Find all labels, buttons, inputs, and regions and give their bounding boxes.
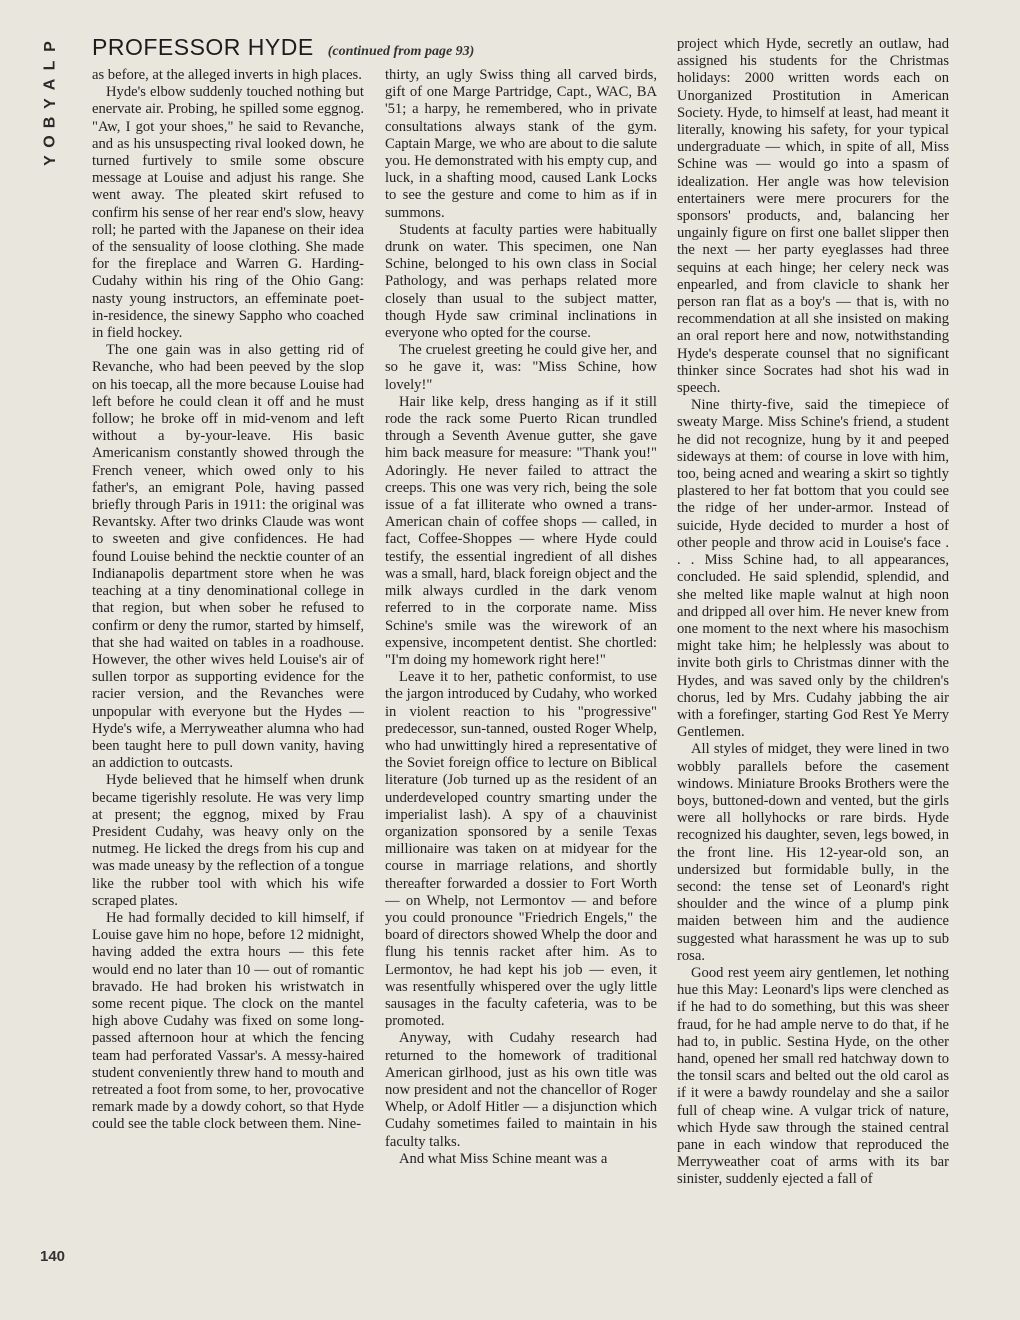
paragraph: Hyde believed that he himself when drunk became tigerishly resolute. He was very limp at present; the eggnog, mixed by Frau President Cudahy, was heavy only on the nutmeg. He licked the dregs from his cup and was made uneasy by the reflection of a tongue like the rubber tool with which his wife scraped plates. — [92, 772, 364, 909]
paragraph: The one gain was in also getting rid of Revanche, who had been peeved by the slop on his toecap, all the more because Louise had left before he could clean it off and he must follow; he broke off in mid-venom and left without a by-your-leave. His basic Americanism constantly showed through the French veneer, which owed only to his father's, an emigrant Pole, having passed briefly through Paris in 1911: the original was Revantsky. After two drinks Claude was wont to sweeten and give confidences. He had found Louise behind the necktie counter of an Indianapolis department store when he was teaching at a tiny denominational college in that region, but when sober he refused to confirm or deny the rumor, started by himself, that she had waited on tables in a roadhouse. However, the other wives held Louise's air of sullen torpor as supporting evidence for the racier version, and the Revanches were unpopular with everyone but the Hydes — Hyde's wife, a Merryweather alumna who had been taught here to pull down vanity, having an addiction to outcasts. — [92, 342, 364, 772]
paragraph: Leave it to her, pathetic conformist, to use the jargon introduced by Cudahy, who worked in violent reaction to his "progressive" predecessor, sun-tanned, ousted Roger Whelp, who had unwittingly hired a representative of the Soviet foreign office to lecture on Biblical literature (Job turned up as the resident of an underdeveloped country smarting under the imperialist lash). A spy of a chauvinist organization sponsored by a senile Texas millionaire was taken on at midyear for the course in marriage relations, and shortly thereafter forwarded a dossier to Fort Worth — on Whelp, not Lermontov — and before you could pronounce "Friedrich Engels," the board of directors showed Whelp the door and flung his tennis racket after him. As to Lermontov, he had kept his job — even, it was resentfully whispered over the ugly little sausages in the faculty cafeteria, was to be promoted. — [385, 669, 657, 1030]
masthead-letter: O — [41, 133, 59, 148]
paragraph: Nine thirty-five, said the timepiece of sweaty Marge. Miss Schine's friend, a student he did not recognize, hung by it and peeped sideways at them: of course in love with him, too, being acned and wearing a skirt so tightly plastered to her fat bottom that you could see the ridge of her under-armor. Instead of suicide, Hyde decided to murder a host of other people and throw acid in Louise's face . . . Miss Schine had, to all appearances, concluded. He said splendid, splendid, and she melted like maple walnut at high noon and dripped all over him. He never knew from one moment to the next where his masochism might take him; he helplessly was about to invite both girls to Christmas dinner with the Hydes, and was saved only by the children's chorus, led by Mrs. Cudahy jabbing the air with a forefinger, starting God Rest Ye Merry Gentlemen. — [677, 397, 949, 741]
paragraph: project which Hyde, secretly an outlaw, had assigned his students for the Christmas holidays: 2000 written words each on Unorganized Prostitution in American Society. Hyde, to himself at least, had meant it literally, knowing his safety, for your typical undergraduate — which, in spite of all, Miss Schine was — would go into a spasm of idealization. Her angle was how television entertainers were mere procurers for the sponsors' products, and, balancing her ungainly figure on first one ballet slipper then the next — her party eyeglasses had three sequins at each hinge; her celery neck was enpearled, and from clavicle to shank her person ran flat as a boy's — that is, with no recommendation at all she insisted on making an oral report here and now, notwithstanding Hyde's desperate counsel that no significant thinker since Socrates had shot his wad in speech. — [677, 36, 949, 397]
masthead-letter: P — [41, 39, 59, 52]
text-column-3 — [677, 36, 949, 1276]
masthead-letter: B — [41, 114, 59, 129]
paragraph: He had formally decided to kill himself, if Louise gave him no hope, before 12 midnight, having added the extra hours — this fete would end no later than 10 — out of romantic bravado. He had broken his wristwatch in some recent pique. The clock on the mantel high above Cudahy was fixed on some long-passed afternoon hour at which the fencing team had perforated Vassar's. A messy-haired student conveniently threw hand to mouth and retreated a foot from some, to her, provocative remark made by a dowdy cohort, so that Hyde could see the table clock between them. Nine- — [92, 909, 364, 1133]
paragraph: Students at faculty parties were habitually drunk on water. This specimen, one Nan Schine, belonged to his own class in Social Pathology, and was perhaps related more closely than usual to the subject matter, though Hyde saw criminal inclinations in everyone who opted for the course. — [385, 221, 657, 342]
masthead — [40, 36, 60, 169]
paragraph: as before, at the alleged inverts in high places. — [92, 67, 362, 83]
continued-note: (continued from page 93) — [327, 44, 475, 59]
paragraph: thirty, an ugly Swiss thing all carved birds, gift of one Marge Partridge, Capt., WAC, BA '51; a harpy, he remembered, who in private consultations always stank of the gym. Captain Marge, we who are about to die salute you. He demonstrated with his empty cup, and luck, in a shafting mood, caused Lank Locks to see the gesture and come to him as if in summons. — [385, 67, 657, 221]
masthead-letter: A — [41, 76, 59, 91]
paragraph: Good rest yeem airy gentlemen, let nothing hue this May: Leonard's lips were clenched as if he had to do something, but this was sheer fraud, for he had ample nerve to do that, if he had to, in public. Sestina Hyde, on the other hand, opened her small red hatchway down to the tonsil scars and belted out the old carol as if it were a bawdy roundelay and she a sailor full of cheap wine. A vulgar trick of nature, which Hyde saw through the stained central pane in each window that reproduced the Merryweather coat of arms with its bar sinister, suddenly ejected a fall of — [677, 964, 949, 1188]
text-column-1 — [92, 67, 364, 1277]
paragraph: The cruelest greeting he could give her, and so he gave it, was: "Miss Schine, how lovely!" — [385, 342, 657, 393]
page-number: 140 — [40, 1248, 66, 1265]
paragraph: Hyde's elbow suddenly touched nothing but enervate air. Probing, he spilled some eggnog. "Aw, I got your shoes," he said to Revanche, and as his unsuspecting rival looked down, he turned furtively to smile some obscure message at Louise and adjust his range. She went away. The pleated skirt refused to confirm his sense of her rear end's slow, heavy roll; he parted with the Japanese on their idea of the sensuality of loose clothing. She made for the fireplace and Warren G. Harding-Cudahy within his ring of the Ohio Gang: nasty young instructors, an effeminate poet-in-residence, the sinewy Sappho who coached in field hockey. — [92, 84, 364, 342]
article-heading — [92, 34, 474, 64]
masthead-letter: Y — [41, 96, 59, 109]
paragraph: Anyway, with Cudahy research had returned to the homework of traditional American girlhood, just as his own title was now president and not the chancellor of Roger Whelp, or Adolf Hitler — a disjunction which Cudahy sometimes failed to maintain in his faculty talks. — [385, 1030, 657, 1150]
paragraph: And what Miss Schine meant was a — [399, 1150, 608, 1167]
article-title: PROFESSOR HYDE — [92, 34, 314, 60]
paragraph: All styles of midget, they were lined in two wobbly parallels before the casement windows. Miniature Brooks Brothers were the boys, buttoned-down and vented, but the girls were all hollyhocks or rare birds. Hyde recognized his daughter, seven, legs bowed, in the front line. His 12-year-old son, an undersized but formidable bully, in the second: the tense set of Leonard's right shoulder and the wince of a plump pink maiden between him and the audience suggested what harassment he was up to sub rosa. — [677, 741, 949, 964]
text-column-2 — [385, 67, 657, 1277]
masthead-letter: Y — [41, 153, 59, 166]
masthead-letter: L — [41, 58, 59, 71]
paragraph: Hair like kelp, dress hanging as if it still rode the rack some Puerto Rican trundled through a Seventh Avenue gutter, she gave him back measure for measure: "Thank you!" Adoringly. He never failed to attract the creeps. This one was very rich, being the sole issue of a fat illiterate who owned a trans-American chain of coffee shops — called, in fact, Coffee-Shoppes — where Hyde could testify, the essential ingredient of all dishes was a small, hard, black foreign object and the milk always curdled in the dark venom referred to in the corporate name. Miss Schine's smile was the wirework of an expensive, incompetent dentist. She chortled: "I'm doing my homework right here!" — [385, 393, 657, 668]
